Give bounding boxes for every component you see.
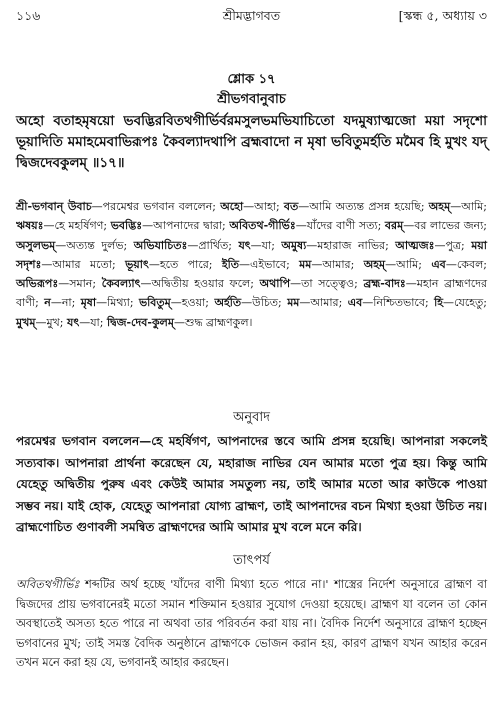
synonym-meaning: —মহারাজ নাভির;	[306, 238, 396, 252]
synonym-meaning: —অদ্বিতীয় হওয়ার ফলে;	[140, 277, 260, 291]
sanskrit-verse: অহো বতাহমৃষয়ো ভবদ্ভিরবিতথগীর্ভির্বরমসুলভমভিযাচিতো যদমুষ্যাত্মজো ময়া সদৃশো ভূয়াদিতি মমাহমেবাভিরূপঃ কৈবল্যাদথাপি ব্রহ্মবাদো ন মৃষা ভবিতুমর্হতি মমৈব হি মুখং যদ্ দ্বিজদেবকুলম্ ॥১৭॥	[16, 113, 487, 171]
synonym-meaning: —শুদ্ধ ব্রাহ্মণকুল।	[173, 315, 253, 329]
synonym-meaning: —যা;	[79, 315, 107, 329]
synonym-word: আত্মজঃ	[395, 238, 435, 252]
synonym-word: ময়া সদৃশঃ	[16, 238, 487, 271]
synonym-meaning: —সমান;	[58, 277, 102, 291]
synonym-meaning: —কেবল;	[445, 257, 487, 271]
synonym-word: অহো	[220, 200, 244, 213]
speaker-heading: শ্রীভগবানুবাচ	[217, 92, 286, 107]
page-number: ১১৬	[16, 8, 41, 23]
synonym-meaning: —বর লাভের জন্য;	[403, 219, 488, 233]
synonym-word: ন	[44, 296, 51, 310]
translation-paragraph: পরমেশ্বর ভগবান বললেন—হে মহর্ষিগণ, আপনাদের স্তবে আমি প্রসন্ন হয়েছি। আপনারা সকলেই সত্যবাক। আপনারা প্রার্থনা করেছেন যে, মহারাজ নাভির যেন আমার মতো পুত্র হয়। কিন্তু আমি যেহেতু অদ্বিতীয় পুরুষ এবং কেউই আমার সমতুল্য নয়, তাই আমার মতো আর কাউকে পাওয়া সম্ভব নয়। যাই হোক, যেহেতু আপনারা যোগ্য ব্রাহ্মণ, তাই আপনাদের বচন মিথ্যা হওয়া উচিত নয়। ব্রাহ্মণোচিত গুণাবলী সমন্বিত ব্রাহ্মণদের আমি আমার মুখ বলে মনে করি।	[16, 434, 487, 534]
synonym-meaning: —পরমেশ্বর ভগবান বললেন;	[91, 200, 221, 213]
synonym-meaning: —প্রার্থিত;	[187, 238, 239, 252]
synonym-word: ভবিতুম্	[138, 296, 171, 310]
synonym-word: কৈবল্যাৎ	[101, 277, 141, 291]
purport-paragraph	[16, 575, 487, 673]
synonym-meaning: —মিথ্যা;	[96, 296, 139, 310]
synonym-word: দ্বিজ-দেব-কুলম্	[106, 315, 174, 329]
synonym-meaning: —আমি;	[450, 200, 487, 213]
purport-term: অবিতথগীর্ভিঃ	[16, 578, 80, 591]
synonym-word: যৎ	[238, 238, 251, 252]
synonym-meaning: —উচিত;	[241, 296, 288, 310]
synonym-meaning: —নিশ্চিতভাবে;	[362, 296, 435, 310]
synonym-word: মুখম্	[16, 315, 36, 329]
synonym-word: ইতি	[221, 257, 240, 271]
synonym-meaning: —যা;	[250, 238, 282, 252]
synonym-meaning: —মুখ;	[35, 315, 67, 329]
sloka-heading: শ্লোক ১৭	[227, 72, 276, 87]
synonym-word: ব্রহ্ম-বাদঃ	[363, 277, 406, 291]
synonym-meaning: —হতে পারে;	[148, 257, 222, 271]
synonym-meaning: —আহা;	[243, 200, 284, 213]
translation-heading: অনুবাদ	[233, 410, 270, 425]
synonym-word: হি	[434, 296, 444, 310]
synonym-word: অভিযাচিতঃ	[133, 238, 188, 252]
synonym-meaning: —আমার মতো;	[41, 257, 126, 271]
purport-text: শব্দটির অর্থ হচ্ছে 'যাঁদের বাণী মিথ্যা হতে পারে না।' শাস্ত্রের নির্দেশ অনুসারে ব্রাহ্মণ বা দ্বিজদের প্রায় ভগবানেরই মতো সমান শক্তিমান হওয়ার সুযোগ দেওয়া হয়েছে। ব্রাহ্মণ যা বলেন তা কোন অবস্থাতেই অসত্য হতে পারে না অথবা তার পরিবর্তন করা যায় না। বৈদিক নির্দেশ অনুসারে ব্রাহ্মণ হচ্ছেন ভগবানের মুখ; তাই সমস্ত বৈদিক অনুষ্ঠানে ব্রাহ্মণকে ভোজন করান হয়, কারণ ব্রাহ্মণ যখন আহার করেন তখন মনে করা হয় যে, ভগবানই আহার করছেন।	[16, 578, 487, 670]
synonym-word: এব	[431, 257, 446, 271]
synonym-meaning: —না;	[50, 296, 81, 310]
synonym-word: অমুষ্য	[281, 238, 307, 252]
synonym-word: অভিরূপঃ	[16, 277, 59, 291]
synonym-word: বরম্	[384, 219, 404, 233]
synonym-meaning: —আপনাদের দ্বারা;	[142, 219, 230, 233]
purport-heading: তাৎপর্য	[233, 553, 270, 568]
synonym-meaning: —আমার;	[311, 257, 364, 271]
synonym-meaning: —আমার;	[299, 296, 348, 310]
synonym-word: যৎ	[67, 315, 80, 329]
synonym-word: ভবদ্ভিঃ	[110, 219, 143, 233]
synonym-word: অহম্	[363, 257, 386, 271]
synonym-word: অথাপি	[259, 277, 291, 291]
page-header	[16, 8, 487, 28]
book-title: শ্রীমদ্ভাগবত	[222, 8, 281, 23]
synonym-meaning: —আমি;	[385, 257, 432, 271]
synonym-meaning: —এইভাবে;	[239, 257, 300, 271]
synonym-meaning: —হওয়া;	[170, 296, 215, 310]
synonym-word: অর্হতি	[214, 296, 242, 310]
synonym-meaning: —হে মহর্ষিগণ;	[43, 219, 111, 233]
synonym-word: অবিতথ-গীর্ভিঃ	[229, 219, 296, 233]
synonym-meaning: —তা সত্ত্বেও;	[290, 277, 364, 291]
synonym-word: অসুলভম্	[16, 238, 56, 252]
synonym-word: মম	[287, 296, 300, 310]
synonym-meaning: —মহান ব্রাহ্মণদের বাণী;	[16, 277, 487, 310]
synonym-word: ভূয়াৎ	[125, 257, 149, 271]
synonym-word: শ্রী-ভগবান্ উবাচ	[16, 200, 92, 213]
synonym-word: এব	[347, 296, 363, 310]
synonym-word: বত	[283, 200, 299, 213]
synonym-meaning: —পুত্র;	[434, 238, 472, 252]
synonyms-paragraph	[16, 197, 487, 332]
synonym-word: অহম্	[428, 200, 451, 213]
synonym-word: মম	[299, 257, 312, 271]
synonym-word: ঋষয়ঃ	[16, 219, 44, 233]
synonym-meaning: —অত্যন্ত দুর্লভ;	[55, 238, 134, 252]
synonym-meaning: —যেহেতু;	[443, 296, 487, 310]
synonym-meaning: —আমি অত্যন্ত প্রসন্ন হয়েছি;	[298, 200, 429, 213]
chapter-reference: [স্কন্ধ ৫, অধ্যায় ৩	[398, 8, 487, 23]
synonym-meaning: —যাঁদের বাণী সত্য;	[295, 219, 385, 233]
synonym-word: মৃষা	[80, 296, 97, 310]
